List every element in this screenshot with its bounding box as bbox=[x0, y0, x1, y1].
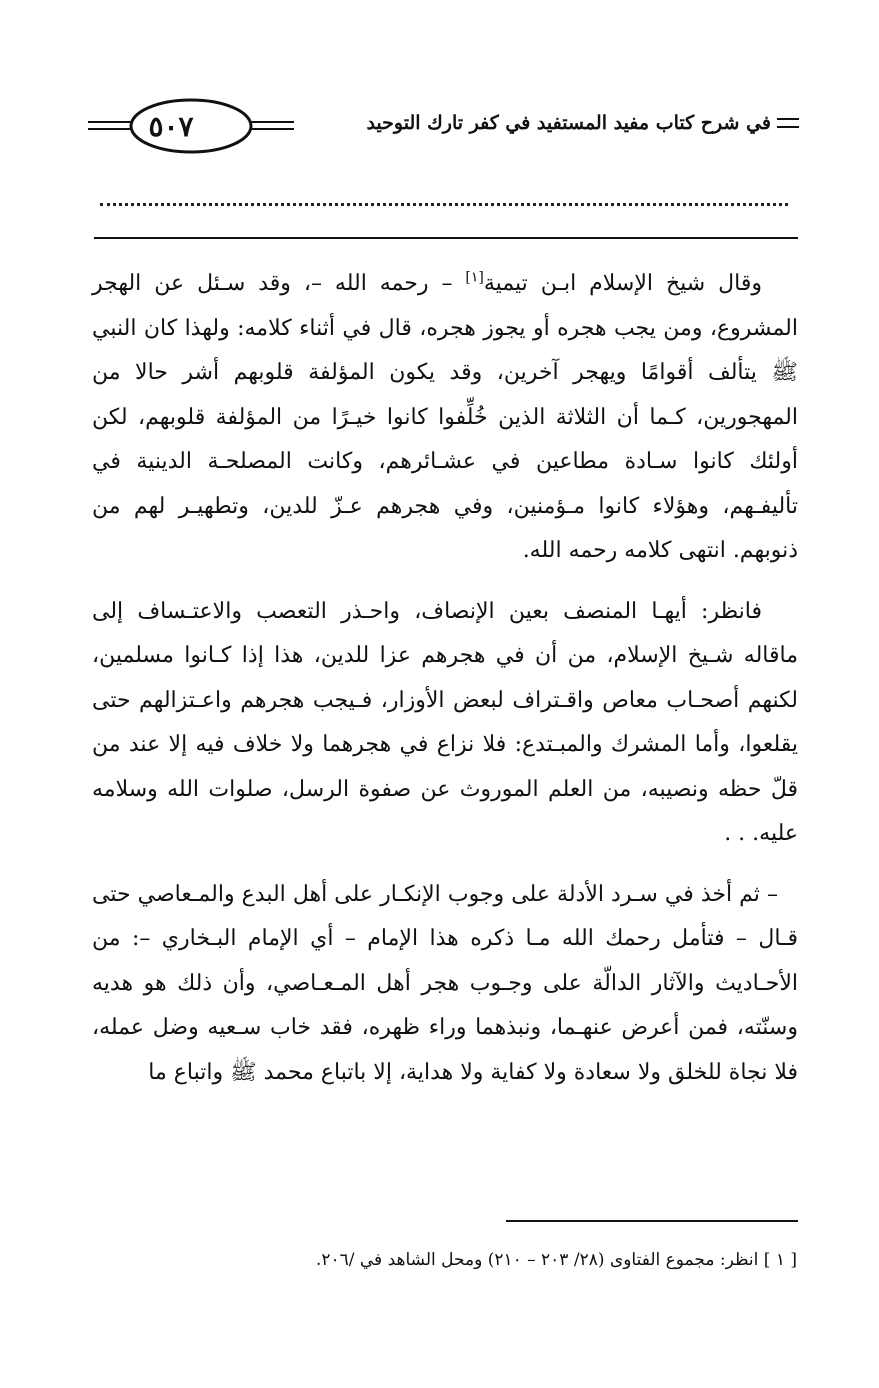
footnote-reference[interactable]: [١] bbox=[465, 269, 484, 286]
footnote: [ ١ ] انظر: مجموع الفتاوى (٢٨/ ٢٠٣ – ٢١٠) ومحل الشاهد في /٢٠٦. bbox=[315, 1250, 797, 1270]
paragraph-1 bbox=[92, 262, 798, 574]
page-number: ٥٠٧ bbox=[148, 109, 194, 143]
paragraph-1-rest: – رحمه الله –، وقد سـئل عن الهجر المشروع، ومن يجب هجره أو يجوز هجره، قال في أثناء كلامه: ولهذا كان النبي ﷺ يتألف أقوامًا ويهجر آخرين، وقد يكون المؤلفة قلوبهم أشر حالا من المهجورين، كـما أن الثلاثة الذين خُلِّفوا كانوا خيـرًا من المؤلفة قلوبهم، لكن أولئك كانوا سـادة مطاعين في عشـائرهم، وكانت المصلحـة الدينية في تأليفـهم، وهؤلاء كانوا مـؤمنين، وفي هجرهم عـزّ للدين، وتطهيـر لهم من ذنوبهم. انتهى كلامه رحمه الله. bbox=[92, 271, 798, 563]
header-double-rule bbox=[777, 118, 799, 128]
header-title-text: في شرح كتاب مفيد المستفيد في كفر تارك التوحيد bbox=[366, 112, 771, 134]
running-header bbox=[359, 112, 799, 134]
paragraph-3: – ثم أخذ في سـرد الأدلة على وجوب الإنكـار على أهل البدع والمـعاصي حتى قـال – فتأمل رحمك الله مـا ذكره هذا الإمام – أي الإمام البـخاري –: من الأحـاديث والآثار الدالّة على وجـوب هجر أهل المـعـاصي، وأن ذلك هو هديه وسنّته، فمن أعرض عنهـما، ونبذهما وراء ظهره، فقد خاب سـعيه وضل عمله، فلا نجاة للخلق ولا سعادة ولا كفاية ولا هداية، إلا باتباع محمد ﷺ واتباع ما bbox=[92, 881, 798, 1085]
header-divider bbox=[94, 237, 798, 239]
main-text bbox=[92, 262, 798, 1111]
paragraph-2: فانظر: أيهـا المنصف بعين الإنصاف، واحـذر التعصب والاعتـساف إلى ماقاله شـيخ الإسلام، من أن في هجرهم عزا للدين، هذا إذا كـانوا مسلمين، لكنهم أصحـاب معاص واقـتراف لبعض الأوزار، فـيجب هجرهم واعـتزالهم حتى يقلعوا، وأما المشرك والمبـتدع: فلا نزاع في هجرهما ولا خلاف فيه إلا عند من قلّ حظه ونصيبه، من العلم الموروث عن صفوة الرسل، صلوات الله وسلامه عليه. . . bbox=[92, 598, 798, 846]
footnote-divider bbox=[506, 1220, 798, 1222]
dotted-divider bbox=[100, 203, 788, 206]
paragraph-1-start: وقال شيخ الإسلام ابـن تيمية bbox=[483, 271, 762, 296]
